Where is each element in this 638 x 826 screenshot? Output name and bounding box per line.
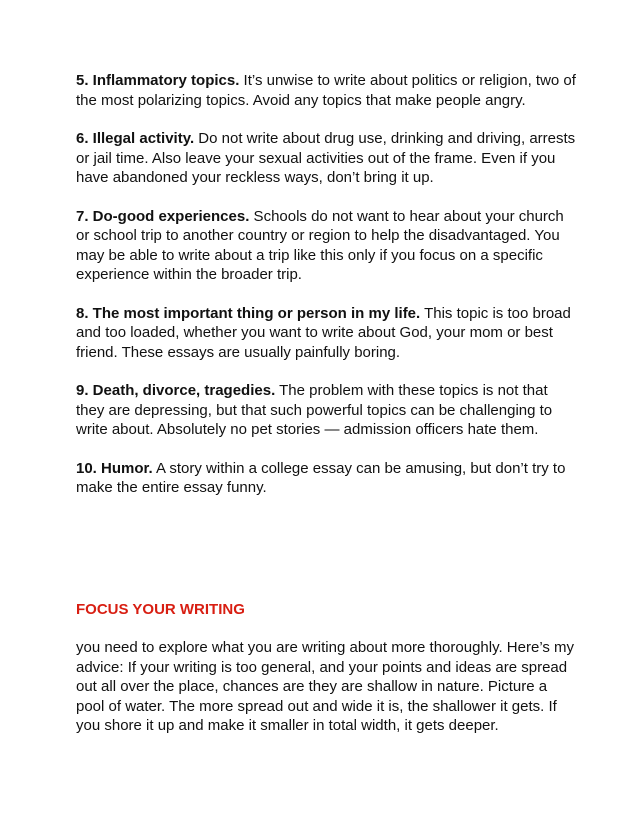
topic-item-death-divorce (76, 381, 576, 440)
topic-heading: 10. Humor. (76, 459, 153, 477)
focus-section-body: you need to explore what you are writing about more thoroughly. Here’s my advice: If your writing is too general, and your points and ideas are spread out all over the place, chances are they are shallow in nature. Picture a pool of water. The more spread out and wide it is, the shallower it gets. If you shore it up and make it smaller in total width, it gets deeper. (76, 639, 575, 734)
topic-item-inflammatory (76, 71, 576, 110)
topic-item-do-good (76, 207, 576, 285)
topic-heading: 6. Illegal activity. (76, 130, 195, 147)
topic-heading: 9. Death, divorce, tragedies. (76, 382, 276, 399)
topic-heading: 8. The most important thing or person in my life. (76, 304, 421, 322)
topics-list (76, 71, 576, 517)
topic-heading: 5. Inflammatory topics. (76, 72, 240, 89)
topic-item-illegal-activity (76, 129, 576, 188)
topic-text: The problem with these topics is not that they are depressing, but that such powerful topics can be challenging to write about. Absolutely no pet stories — admission officers hate them. (76, 382, 553, 438)
topic-text: Do not write about drug use, drinking and driving, arrests or jail time. Also leave your sexual activities out of the frame. Even if you have abandoned your reckless ways, don’t bring it up. (76, 130, 576, 186)
topic-heading: 7. Do-good experiences. (76, 207, 250, 225)
topic-text: Schools do not want to hear about your church or school trip to another country or region to help the disadvantaged. You may be able to write about a trip like this only if you focus on a specific experience within the broader trip. (76, 207, 564, 283)
topic-item-most-important (76, 304, 576, 363)
topic-text: It’s unwise to write about politics or religion, two of the most polarizing topics. Avoid any topics that make people angry. (76, 72, 576, 109)
focus-section-heading: FOCUS YOUR WRITING (76, 601, 245, 618)
topic-text: This topic is too broad and too loaded, whether you want to write about God, your mom or best friend. These essays are usually painfully boring. (76, 304, 571, 361)
topic-text: A story within a college essay can be amusing, but don’t try to make the entire essay funny. (76, 459, 566, 496)
topic-item-humor (76, 459, 576, 498)
